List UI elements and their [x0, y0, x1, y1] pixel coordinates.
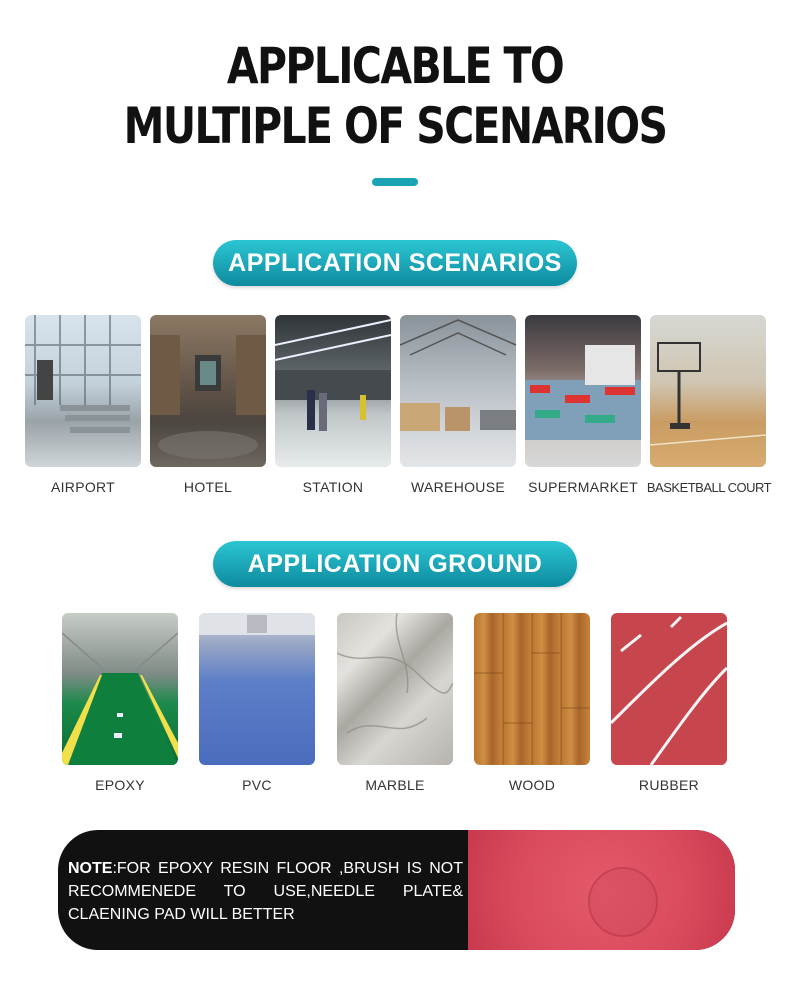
scenario-label-supermarket: SUPERMARKET: [528, 479, 638, 495]
scenario-label-warehouse: WAREHOUSE: [411, 479, 505, 495]
basketball-court-photo-art: [650, 315, 766, 467]
station-photo-art: [275, 315, 391, 467]
page-title: [71, 36, 719, 156]
rubber-photo-art: [611, 613, 727, 765]
hotel-photo: [150, 315, 266, 467]
note-text: [68, 857, 463, 926]
cleaning-pad-photo: [468, 830, 735, 950]
scenario-label-airport: AIRPORT: [50, 479, 116, 495]
marble-photo: [337, 613, 453, 765]
scenarios-heading: APPLICATION SCENARIOS: [213, 240, 577, 286]
epoxy-photo: [62, 613, 178, 765]
airport-photo-art: [25, 315, 141, 467]
epoxy-photo-art: [62, 613, 178, 765]
cleaning-pad-art: [468, 830, 735, 950]
note-prefix: NOTE: [68, 860, 113, 877]
basketball-court-photo: [650, 315, 766, 467]
ground-label-wood: WOOD: [508, 777, 556, 793]
scenario-label-hotel: HOTEL: [183, 479, 233, 495]
warehouse-photo: [400, 315, 516, 467]
wood-photo-art: [474, 613, 590, 765]
supermarket-photo-art: [525, 315, 641, 467]
title-line-2: MULTIPLE OF SCENARIOS: [123, 97, 667, 155]
warehouse-photo-art: [400, 315, 516, 467]
hotel-photo-art: [150, 315, 266, 467]
rubber-photo: [611, 613, 727, 765]
ground-label-marble: MARBLE: [365, 777, 425, 793]
title-line-1: APPLICABLE TO: [226, 37, 564, 95]
scenario-label-basketball-court: BASKETBALL COURT: [646, 480, 772, 495]
ground-label-rubber: RUBBER: [638, 777, 700, 793]
airport-photo: [25, 315, 141, 467]
ground-label-epoxy: EPOXY: [95, 777, 145, 793]
marble-photo-art: [337, 613, 453, 765]
note-banner: [58, 830, 735, 950]
pvc-photo: [199, 613, 315, 765]
scenario-label-station: STATION: [302, 479, 364, 495]
title-accent-bar: [372, 178, 418, 186]
ground-heading: APPLICATION GROUND: [213, 541, 577, 587]
ground-label-pvc: PVC: [242, 777, 272, 793]
note-body: :FOR EPOXY RESIN FLOOR ,BRUSH IS NOT RECOMMENEDE TO USE,NEEDLE PLATE& CLAENING PAD WILL BETTER: [68, 860, 463, 923]
supermarket-photo: [525, 315, 641, 467]
pvc-photo-art: [199, 613, 315, 765]
wood-photo: [474, 613, 590, 765]
station-photo: [275, 315, 391, 467]
